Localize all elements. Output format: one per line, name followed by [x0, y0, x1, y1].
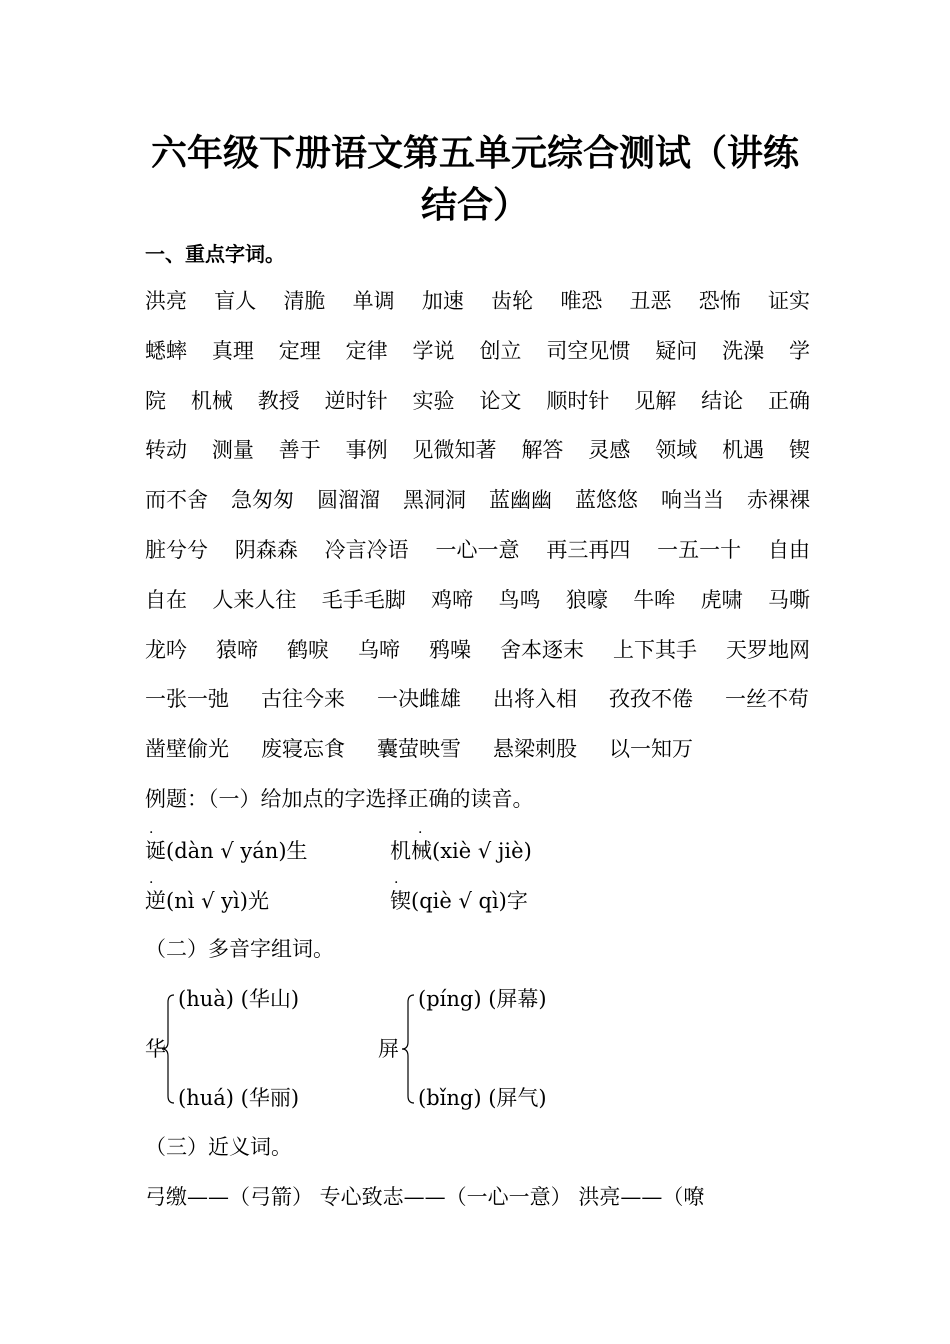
- word-line: [145, 734, 810, 764]
- vocab-word: 人来人往: [212, 587, 297, 612]
- dotted-char: 锲: [390, 889, 411, 913]
- part3-heading: （三）近义词。: [145, 1135, 292, 1159]
- vocab-word: 一张一弛: [145, 687, 229, 712]
- emphasis-dot: ·: [149, 875, 154, 891]
- vocab-word: 马嘶: [768, 587, 810, 612]
- section-heading: 一、重点字词。: [145, 242, 285, 266]
- vocab-word: 急匆匆: [231, 488, 294, 513]
- pronunciation-item: [145, 886, 269, 916]
- vocab-word: 而不舍: [145, 488, 208, 513]
- vocab-word: 顺时针: [546, 388, 610, 413]
- polyphonic-char: 屏: [378, 1037, 399, 1061]
- vocab-word: 废寝忘食: [261, 737, 345, 762]
- vocab-word: 悬梁刺股: [493, 737, 577, 762]
- reading-bottom: (bǐng) (屏气): [418, 1086, 547, 1110]
- word-line: [145, 286, 810, 316]
- word-line: [145, 336, 810, 366]
- vocab-word: 狼嚎: [565, 587, 608, 612]
- vocab-word: 论文: [479, 388, 522, 413]
- vocab-word: 盲人: [214, 289, 257, 313]
- page-title: [120, 128, 830, 232]
- vocab-word: 单调: [352, 289, 395, 313]
- vocab-word: 唯恐: [560, 289, 603, 313]
- vocab-word: 恐怖: [698, 289, 741, 313]
- example-intro: 例题：（一）给加点的字选择正确的读音。: [145, 787, 534, 811]
- vocab-word: 赤裸裸: [747, 488, 810, 513]
- vocab-word: 解答: [521, 438, 564, 463]
- vocab-word: 自在: [145, 587, 187, 612]
- vocab-word: 创立: [479, 338, 522, 363]
- vocab-word: 测量: [211, 438, 254, 463]
- vocab-word: 齿轮: [491, 289, 534, 313]
- vocab-word: 洗澡: [722, 338, 765, 363]
- vocab-word: 囊萤映雪: [377, 737, 461, 762]
- vocab-word: 学说: [412, 338, 455, 363]
- title-line-2: 结合）: [420, 185, 529, 226]
- vocab-word: 丑恶: [629, 289, 672, 313]
- vocab-word: 凿壁偷光: [145, 737, 229, 762]
- vocab-word: 教授: [257, 388, 300, 413]
- vocab-word: 善于: [278, 438, 321, 463]
- pronunciation-options: (nì √ yì): [166, 889, 248, 913]
- vocab-word: 定律: [345, 338, 388, 363]
- vocab-word: 见微知著: [412, 438, 497, 463]
- dotted-char: 逆: [145, 889, 166, 913]
- vocab-word: 结论: [701, 388, 744, 413]
- vocab-word: 司空见惯: [546, 338, 631, 363]
- reading-top: (píng) (屏幕): [418, 987, 547, 1011]
- vocab-word: 响当当: [661, 488, 724, 513]
- polyphonic-char: 华: [145, 1037, 166, 1061]
- vocab-word: 鹤唳: [287, 637, 329, 662]
- vocab-word: 上下其手: [613, 637, 697, 662]
- vocab-word: 加速: [421, 289, 464, 313]
- vocab-word: 洪亮: [145, 289, 187, 313]
- vocab-word: 事例: [345, 438, 388, 463]
- pronunciation-options: (qiè √ qì): [411, 889, 507, 913]
- vocab-word: 天罗地网: [726, 637, 810, 662]
- vocab-word: 脏兮兮: [145, 538, 208, 562]
- pronunciation-options: (dàn √ yán): [166, 839, 287, 863]
- vocab-word: 鸟鸣: [498, 587, 541, 612]
- vocab-word: 龙吟: [145, 637, 187, 662]
- item-suffix: 生: [286, 839, 308, 863]
- word-line: [145, 386, 810, 416]
- vocab-word: 冷言冷语: [324, 538, 409, 562]
- vocab-word: 古往今来: [261, 687, 345, 712]
- vocab-word: 正确: [768, 388, 810, 413]
- vocab-word: 灵感: [588, 438, 631, 463]
- vocab-word: 乌啼: [358, 637, 400, 662]
- vocab-word: 孜孜不倦: [609, 687, 693, 712]
- title-line-1: 六年级下册语文第五单元综合测试（讲练: [150, 133, 799, 174]
- part2-heading: （二）多音字组词。: [145, 937, 334, 961]
- pronunciation-options: (xiè √ jiè): [432, 839, 532, 863]
- vocab-word: 机遇: [722, 438, 765, 463]
- vocab-word: 真理: [211, 338, 254, 363]
- vocab-word: 圆溜溜: [317, 488, 380, 513]
- vocab-word: 黑洞洞: [403, 488, 466, 513]
- reading-top: (huà) (华山): [178, 987, 300, 1011]
- vocab-word: 自由: [768, 538, 810, 562]
- vocab-word: 一五一十: [657, 538, 742, 562]
- vocab-word: 一丝不苟: [725, 687, 809, 712]
- vocab-word: 领域: [655, 438, 698, 463]
- vocab-word: 实验: [412, 388, 455, 413]
- vocab-word: 蓝悠悠: [575, 488, 638, 513]
- pronunciation-item: [145, 836, 308, 866]
- vocab-word: 机械: [190, 388, 233, 413]
- vocab-word: 一决雌雄: [377, 687, 461, 712]
- item-suffix: 字: [506, 889, 528, 913]
- vocab-word: 清脆: [283, 289, 326, 313]
- vocab-word: 学: [789, 338, 810, 363]
- vocab-word: 蓝幽幽: [489, 488, 552, 513]
- vocab-word: 蟋蟀: [145, 338, 187, 363]
- vocab-word: 锲: [789, 438, 810, 463]
- pronunciation-item: [390, 836, 532, 866]
- item-suffix: 光: [247, 889, 269, 913]
- vocab-word: 院: [145, 388, 166, 413]
- pronunciation-item: [390, 886, 528, 916]
- vocab-word: 牛哞: [633, 587, 676, 612]
- vocab-word: 定理: [278, 338, 321, 363]
- emphasis-dot: ·: [149, 825, 154, 841]
- vocab-word: 鸡啼: [431, 587, 474, 612]
- vocab-word: 一心一意: [435, 538, 520, 562]
- synonym-line: 弓缴——（弓箭） 专心致志——（一心一意） 洪亮——（嘹: [145, 1185, 705, 1209]
- vocab-word: 阴森森: [234, 538, 298, 562]
- vocab-word: 出将入相: [493, 687, 577, 712]
- word-line: [145, 585, 810, 615]
- vocab-word: 毛手毛脚: [321, 587, 406, 612]
- vocab-word: 猿啼: [216, 637, 258, 662]
- word-line: [145, 485, 810, 515]
- reading-bottom: (huá) (华丽): [178, 1086, 300, 1110]
- vocab-word: 舍本逐末: [500, 637, 584, 662]
- word-line: [145, 435, 810, 465]
- emphasis-dot: ·: [418, 825, 423, 841]
- dotted-char: 械: [411, 839, 432, 863]
- vocab-word: 转动: [145, 438, 187, 463]
- word-line: [145, 684, 810, 714]
- dotted-char: 诞: [145, 839, 166, 863]
- vocab-word: 疑问: [655, 338, 698, 363]
- vocab-word: 鸦噪: [429, 637, 471, 662]
- vocab-word: 以一知万: [609, 737, 693, 762]
- vocab-word: 再三再四: [546, 538, 631, 562]
- word-line: [145, 635, 810, 665]
- word-line: [145, 535, 810, 565]
- vocab-word: 证实: [768, 289, 810, 313]
- emphasis-dot: ·: [394, 875, 399, 891]
- vocab-word: 见解: [634, 388, 677, 413]
- item-prefix: 机: [390, 839, 411, 863]
- vocab-word: 逆时针: [324, 388, 388, 413]
- vocab-word: 虎啸: [700, 587, 743, 612]
